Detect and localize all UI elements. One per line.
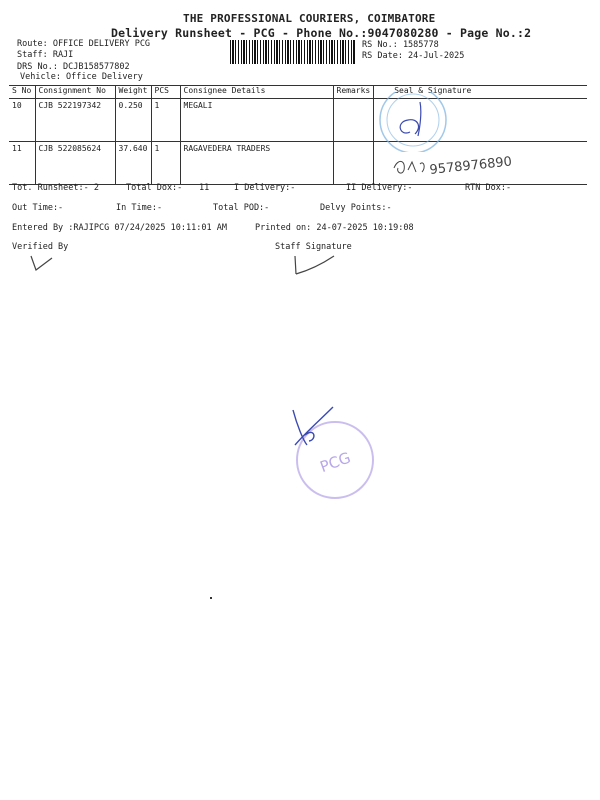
table-row bbox=[9, 99, 587, 142]
runsheet-title: Delivery Runsheet - PCG - Phone No.:9047080280 - Page No.:2 bbox=[111, 26, 532, 40]
cell-sno: 10 bbox=[9, 99, 35, 142]
cell-sno: 11 bbox=[9, 142, 35, 185]
total-dox-value: 11 bbox=[199, 183, 210, 193]
pcg-stamp bbox=[285, 405, 380, 505]
table-header-row bbox=[9, 86, 587, 99]
drs-number: DRS No.: DCJB158577802 bbox=[17, 62, 130, 72]
cell-remarks bbox=[333, 99, 374, 142]
cell-consignee: MEGALI bbox=[180, 99, 333, 142]
stamp-label: PCG bbox=[317, 448, 354, 477]
ii-delivery: II Delivery:- bbox=[346, 183, 413, 193]
company-title: THE PROFESSIONAL COURIERS, COIMBATORE bbox=[183, 12, 436, 25]
barcode bbox=[230, 40, 355, 64]
col-seal: Seal & Signature bbox=[374, 86, 587, 99]
cell-consignee: RAGAVEDERA TRADERS bbox=[180, 142, 333, 185]
cell-pcs: 1 bbox=[151, 142, 180, 185]
col-remarks: Remarks bbox=[333, 86, 374, 99]
staff-signature bbox=[290, 252, 340, 280]
entered-by: Entered By :RAJIPCG 07/24/2025 10:11:01 AM bbox=[12, 223, 227, 233]
rs-number: RS No.: 1585778 bbox=[362, 40, 439, 50]
printed-on: Printed on: 24-07-2025 10:19:08 bbox=[255, 223, 414, 233]
total-dox-label: Total Dox:- bbox=[126, 183, 183, 193]
col-consignee: Consignee Details bbox=[180, 86, 333, 99]
col-sno: S No bbox=[9, 86, 35, 99]
col-pcs: PCS bbox=[151, 86, 180, 99]
staff-label: Staff: RAJI bbox=[17, 50, 74, 60]
out-time: Out Time:- bbox=[12, 203, 64, 213]
staff-signature-label: Staff Signature bbox=[275, 242, 352, 252]
cell-consignment: CJB 522085624 bbox=[35, 142, 115, 185]
route-label: Route: OFFICE DELIVERY PCG bbox=[17, 39, 151, 49]
rtn-dox: RTN Dox:- bbox=[465, 183, 512, 193]
cell-remarks bbox=[333, 142, 374, 185]
vehicle-label: Vehicle: Office Delivery bbox=[20, 72, 143, 82]
phone-digits: 9578976890 bbox=[428, 154, 513, 178]
tot-runsheet: Tot. Runsheet:- 2 bbox=[12, 183, 99, 193]
verified-signature bbox=[28, 252, 58, 274]
seal-stamp bbox=[370, 92, 480, 152]
verified-by-label: Verified By bbox=[12, 242, 69, 252]
dot-mark bbox=[210, 597, 212, 599]
i-delivery: I Delivery:- bbox=[234, 183, 296, 193]
total-pod: Total POD:- bbox=[213, 203, 270, 213]
cell-weight: 37.640 bbox=[115, 142, 151, 185]
col-weight: Weight bbox=[115, 86, 151, 99]
handwritten-phone bbox=[392, 150, 532, 182]
cell-pcs: 1 bbox=[151, 99, 180, 142]
col-consignment: Consignment No bbox=[35, 86, 115, 99]
in-time: In Time:- bbox=[116, 203, 163, 213]
rs-date: RS Date: 24-Jul-2025 bbox=[362, 51, 465, 61]
cell-consignment: CJB 522197342 bbox=[35, 99, 115, 142]
cell-weight: 0.250 bbox=[115, 99, 151, 142]
delvy-points: Delvy Points:- bbox=[320, 203, 392, 213]
